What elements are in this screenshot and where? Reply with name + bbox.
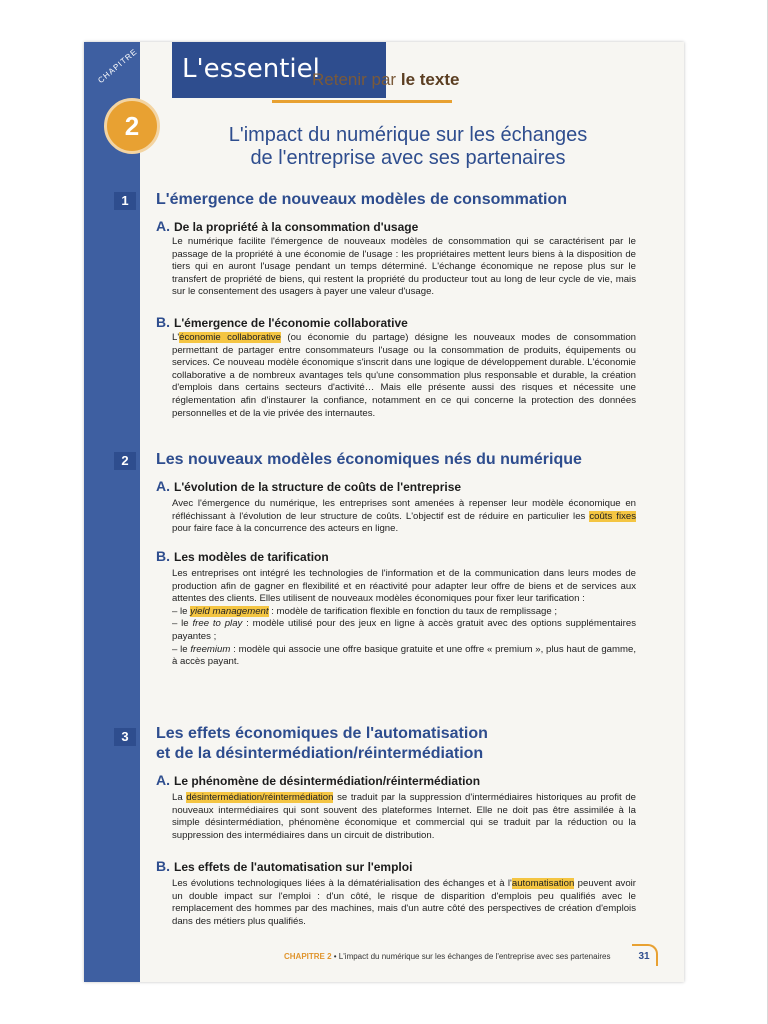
- highlighted-term: désintermédiation/réintermédiation: [186, 792, 334, 803]
- highlighted-term: yield management: [190, 605, 269, 617]
- highlighted-term: automatisation: [511, 878, 575, 889]
- paragraph: Les évolutions technologiques liées à la dématérialisation des échanges et à l'automatisation peuvent avoir un double impact sur l'emploi : d'un côté, le risque de disparition d'emplois peu qualifiés avec le remplacement des hommes par des machines, mais d'un autre côté des perspectives de création d'emplois dans des métiers plus qualifiés.: [172, 878, 637, 927]
- orange-rule: [272, 100, 452, 103]
- section-title: L'émergence de nouveaux modèles de consommation: [156, 191, 568, 208]
- subsection-title: B. Les effets de l'automatisation sur l'emploi: [156, 858, 413, 874]
- chapter-number-badge: 2: [104, 98, 160, 154]
- page-footer: CHAPITRE 2 • L'impact du numérique sur les échanges de l'entreprise avec ses partenaires: [284, 952, 611, 961]
- highlighted-term: coûts fixes: [589, 510, 637, 522]
- subsection-title: A. Le phénomène de désintermédiation/réintermédiation: [156, 772, 481, 788]
- paragraph: Les entreprises ont intégré les technologies de l'information et de la communication dans leurs modes de production afin de gagner en flexibilité et en réactivité pour adapter leur offre de biens et de services aux attentes des clients. Elles utilisent de nouveaux modèles économiques pour fixer leur tarification : – le yield management : modèle de tarification flexible en fonction du taux de remplissage ; – le free to play : modèle utilisé pour des jeux en ligne à accès gratuit avec des options supplémentaires payantes ; – le freemium : modèle qui associe une offre basique gratuite et une offre « premium », plus haut de gamme, à accès payant.: [172, 568, 636, 668]
- essentiel-heading: L'essentiel: [182, 54, 320, 84]
- paragraph: L'économie collaborative (ou économie du partage) désigne les nouveaux modes de consommation permettant de partager entre consommateurs l'usage ou la consommation de produits, équipements ou services. Ce nouveau modèle économique s'inscrit dans une logique de développement durable. L'économie collaborative a de nombreux avantages tels qu'une consommation plus responsable et durable, la création d'emplois dans certains secteurs d'activité… Mais elle présente aussi des risques et nécessite une réglementation afin d'instaurer la confiance, notamment en ce qui concerne la protection des données personnelles et de la vie privée des internautes.: [172, 332, 636, 419]
- highlighted-term: économie collaborative: [179, 332, 282, 343]
- section-number: 1: [114, 192, 136, 210]
- subsection-title: A. L'évolution de la structure de coûts de l'entreprise: [156, 478, 462, 494]
- subsection-title: B. Les modèles de tarification: [156, 548, 329, 564]
- subsection-title: B. L'émergence de l'économie collaborative: [156, 314, 408, 330]
- side-bar: [84, 42, 140, 982]
- paragraph: La désintermédiation/réintermédiation se traduit par la suppression d'intermédiaires historiques au profit de nouveaux intermédiaires qui sont souvent des plateformes Internet. Elle ne doit pas être assimilée à la simple désintermédiation, phénomène économique et commercial qui se traduit par la réduction ou la suppression des intermédiaires dans un circuit de distribution.: [172, 792, 636, 841]
- page-title: L'impact du numérique sur les échanges de l'entreprise avec ses partenaires: [228, 124, 588, 169]
- book-page: [84, 42, 684, 982]
- section-title: Les effets économiques de l'automatisation et de la désintermédiation/réintermédiation: [156, 725, 488, 762]
- paragraph: Le numérique facilite l'émergence de nouveaux modèles de consommation qui se caractérisent par le passage de la propriété à une économie de l'usage : les propriétaires mettent leurs biens à la disposition de tiers qui en auront l'usage pendant un temps déterminé. L'échange économique ne repose plus sur le transfert de propriété de biens, qui restent la propriété du producteur tout au long de leur cycle de vie, mais sur le consentement des usagers à payer une valeur d'usage.: [172, 236, 636, 298]
- section-number: 3: [114, 728, 136, 746]
- subsection-title: A. De la propriété à la consommation d'usage: [156, 218, 419, 234]
- section-number: 2: [114, 452, 136, 470]
- page-number: 31: [632, 944, 658, 966]
- section-title: Les nouveaux modèles économiques nés du numérique: [156, 451, 582, 468]
- paragraph: Avec l'émergence du numérique, les entreprises sont amenées à repenser leur modèle économique en réfléchissant à l'évolution de leur structure de coûts. L'objectif est de réduire en particulier les coûts fixes pour faire face à la concurrence des acteurs en ligne.: [172, 498, 637, 535]
- chapter-label: CHAPITRE: [96, 46, 140, 85]
- retenir-subheading: Retenir par le texte: [312, 70, 460, 89]
